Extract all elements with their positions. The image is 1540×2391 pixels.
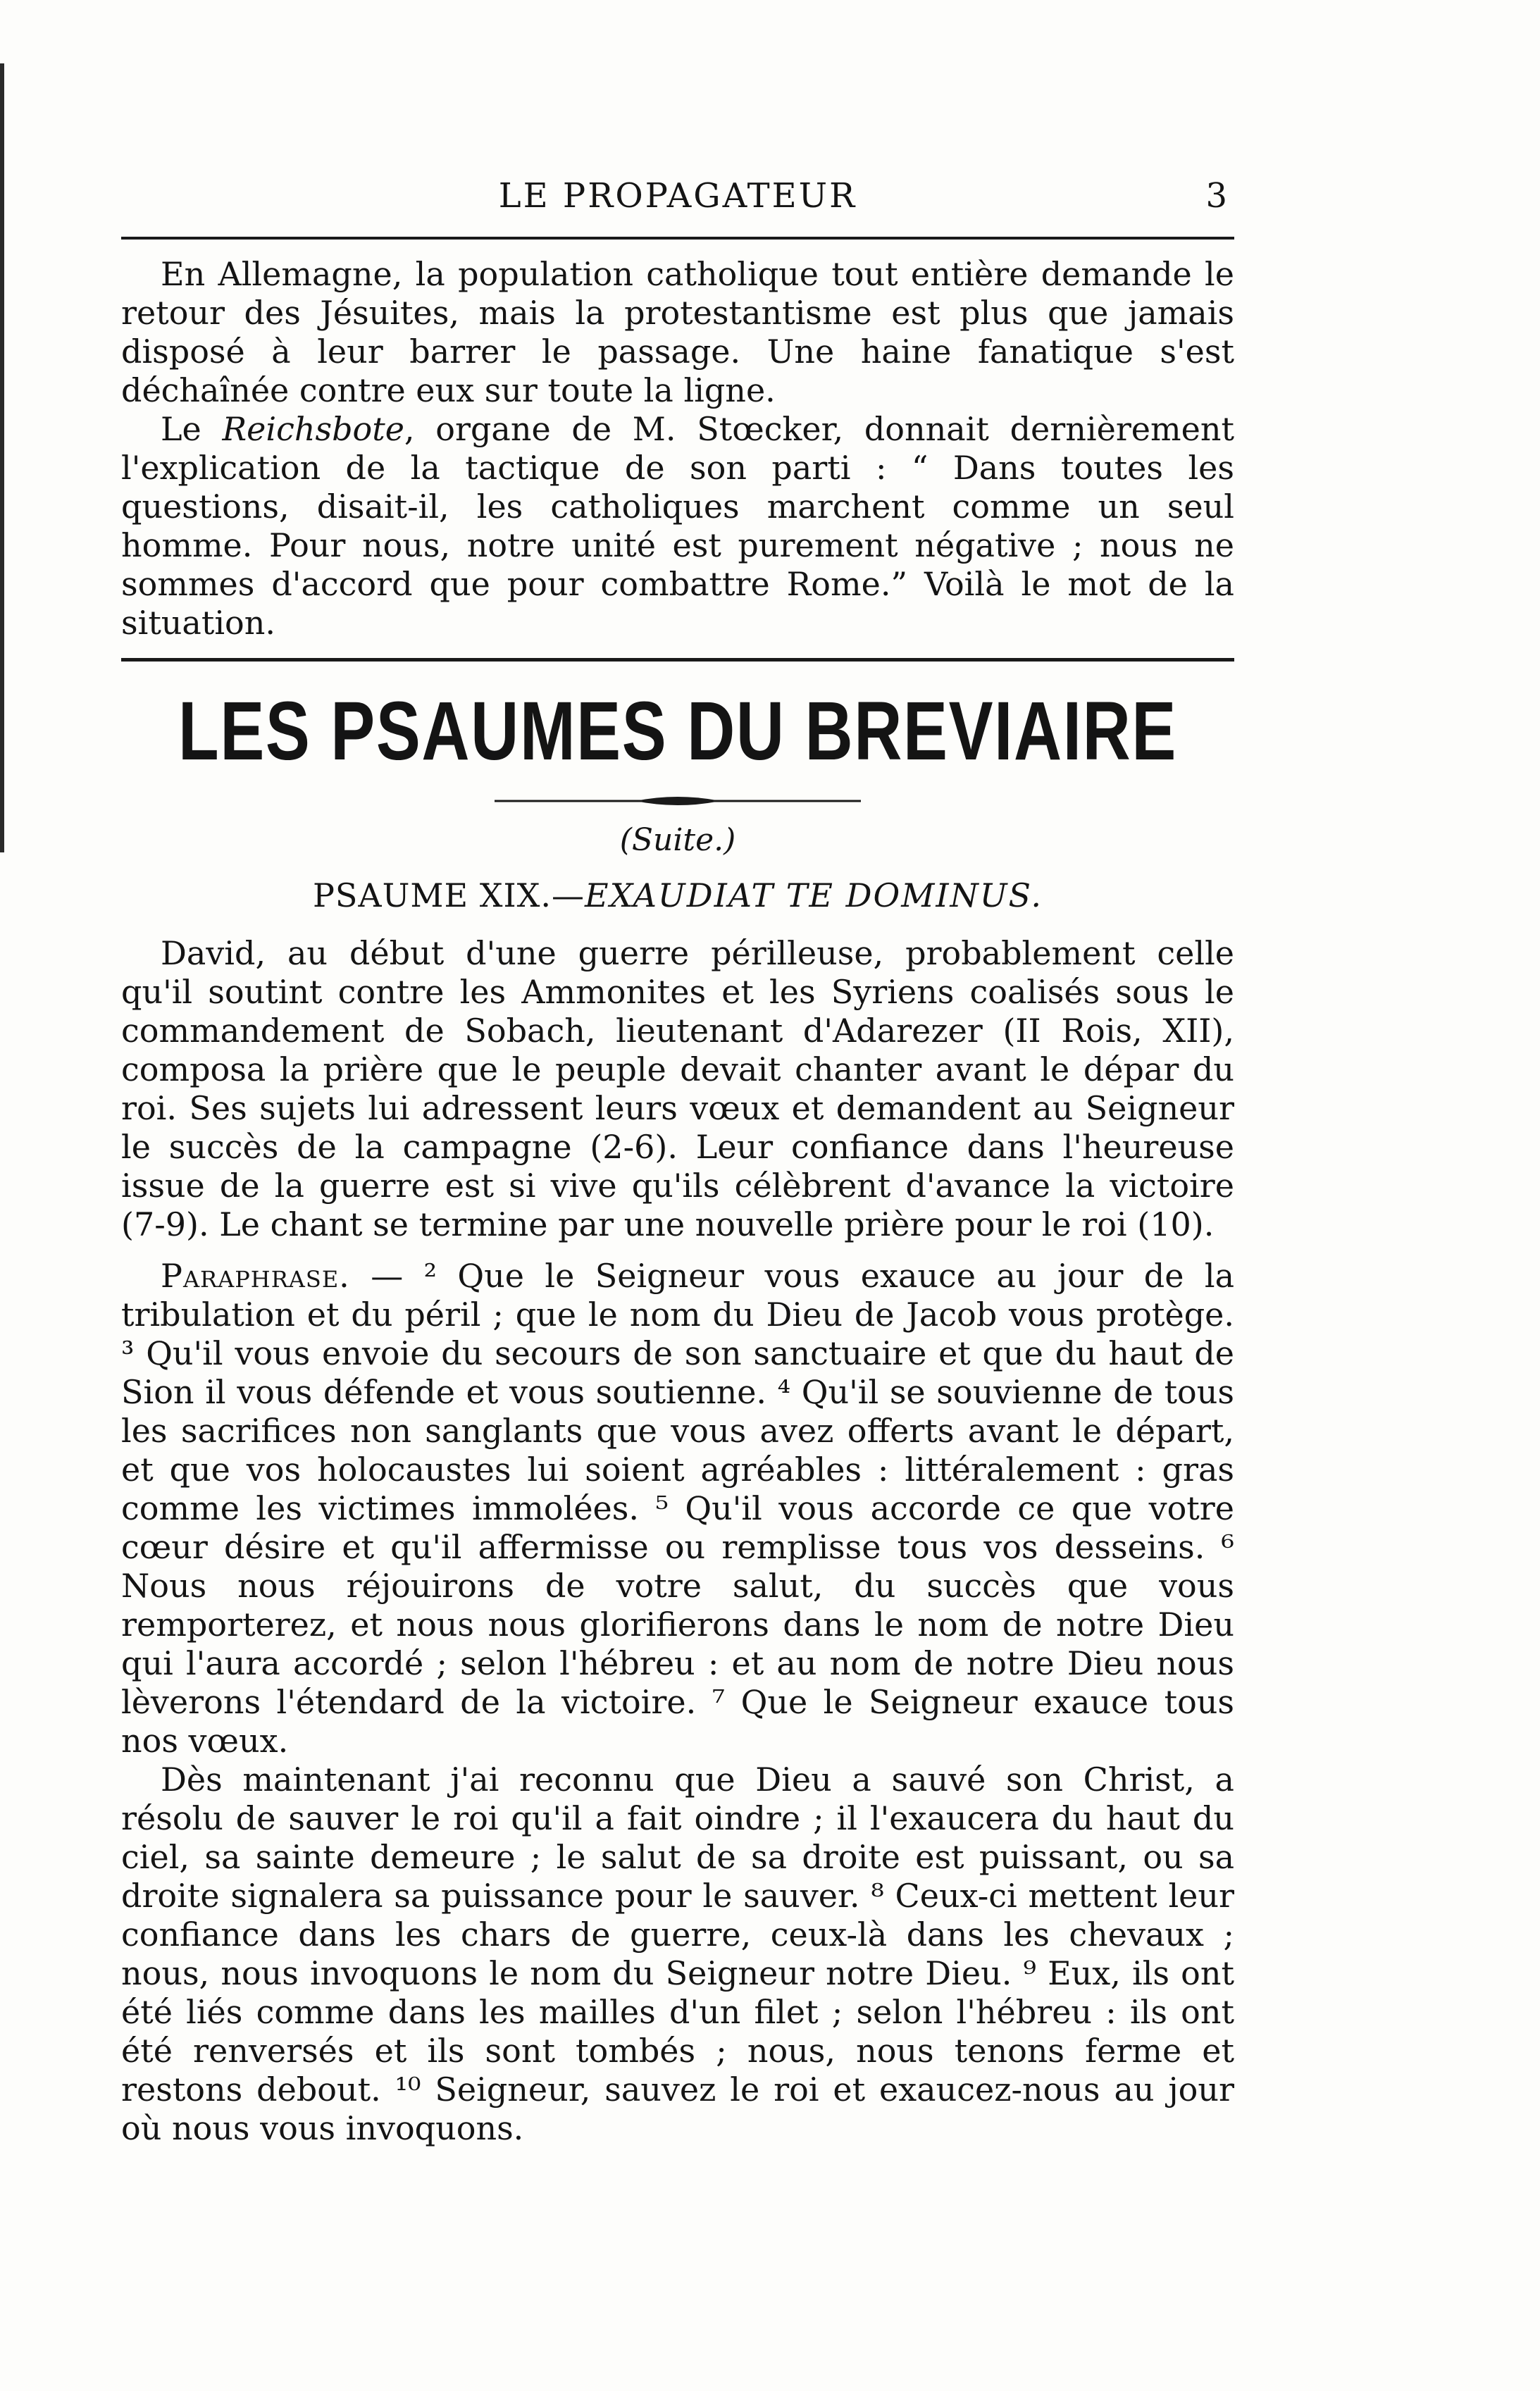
final-paragraph: Dès maintenant j'ai reconnu que Dieu a sauvé son Christ, a résolu de sauver le roi qu'il a fait oindre ; il l'exaucera du haut du ciel, sa sainte demeure ; le salut de sa droite est puissant, ou sa droite signalera sa puissance pour le sauver. ⁸ Ceux-ci mettent leur confiance dans les chars de guerre, ceux-là dans les chevaux ; nous, nous invoquons le nom du Seigneur notre Dieu. ⁹ Eux, ils ont été liés comme dans les mailles d'un filet ; selon l'hébreu : ils ont été renversés et ils sont tombés ; nous, nous tenons ferme et restons debout. ¹⁰ Seigneur, sauvez le roi et exaucez-nous au jour où nous vous invoquons. (121, 1760, 1234, 2147)
ornament-divider-icon (495, 794, 861, 808)
page-binding-edge (0, 63, 4, 852)
page-header (121, 176, 1234, 232)
document-page (121, 176, 1234, 2148)
page-number: 3 (1205, 176, 1227, 216)
psalm-number: PSAUME XIX.— (312, 876, 585, 914)
intro-p2-post: , organe de M. Stœcker, donnait dernièrement l'explication de la tactique de son parti : “ Dans toutes les questions, disait-il, les catholiques marchent comme un seul homme. Pour nous, notre unité est purement négative ; nous ne sommes d'accord que pour combattre Rome.” Voilà le mot de la situation. (121, 410, 1234, 642)
suite-label: (Suite.) (619, 822, 736, 858)
paraphrase-paragraph (121, 1257, 1234, 1760)
intro-paragraph-2 (121, 410, 1234, 642)
psalm-introduction: David, au début d'une guerre périlleuse, probablement celle qu'il soutint contre les Ammonites et les Syriens coalisés sous le commandement de Sobach, lieutenant d'Adarezer (II Rois, XII), composa la prière que le peuple devait chanter avant le dépar du roi. Ses sujets lui adressent leurs vœux et demandent au Seigneur le succès de la campagne (2-6). Leur confiance dans l'heureuse issue de la guerre est si vive qu'ils célèbrent d'avance la victoire (7-9). Le chant se termine par une nouvelle prière pour le roi (10). (121, 934, 1234, 1243)
paraphrase-label: Paraphrase. (161, 1257, 350, 1295)
header-rule (121, 237, 1234, 240)
intro-paragraph-1: En Allemagne, la population catholique tout entière demande le retour des Jésuites, mais la protestantisme est plus que jamais disposé à leur barrer le passage. Une haine fanatique s'est déchaînée contre eux sur toute la ligne. (121, 255, 1234, 409)
section-title: LES PSAUMES DU BREVIAIRE (178, 685, 1177, 778)
paraphrase-text: — ² Que le Seigneur vous exauce au jour de la tribulation et du péril ; que le nom du Dieu de Jacob vous protège. ³ Qu'il vous envoie du secours de son sanctuaire et que du haut de Sion il vous défende et vous soutienne. ⁴ Qu'il se souvienne de tous les sacrifices non sanglants que vous avez offerts avant le départ, et que vos holocaustes lui soient agréables : littéralement : gras comme les victimes immolées. ⁵ Qu'il vous accorde ce que votre cœur désire et qu'il affermisse ou remplisse tous vos desseins. ⁶ Nous nous réjouirons de votre salut, du succès que vous remporterez, et nous nous glorifierons dans le nom de notre Dieu qui l'aura accordé ; selon l'hébreu : et au nom de notre Dieu nous lèverons l'étendard de la victoire. ⁷ Que le Seigneur exauce tous nos vœux. (121, 1257, 1234, 1760)
psalm-latin-title: EXAUDIAT TE DOMINUS. (585, 876, 1043, 914)
reichsbote-title: Reichsbote (222, 410, 404, 448)
psalm-title (121, 876, 1234, 914)
section-rule (121, 658, 1234, 662)
intro-p2-pre: Le (161, 410, 223, 448)
running-title: LE PROPAGATEUR (498, 176, 857, 216)
